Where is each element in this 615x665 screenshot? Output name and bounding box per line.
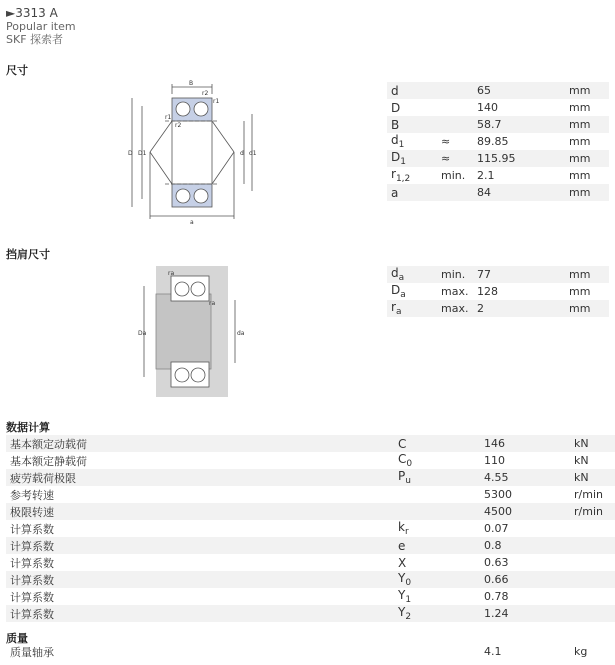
dimension-unit: mm: [569, 116, 609, 133]
calc-symbol: C: [398, 435, 484, 452]
label-D: D: [128, 150, 133, 157]
calc-row: [6, 554, 615, 571]
calc-name: 计算系数: [10, 522, 54, 536]
dimension-unit: mm: [569, 150, 609, 167]
calc-name: 极限转速: [6, 503, 398, 520]
abutment-qualifier: min.: [441, 266, 477, 283]
calc-name: 参考转速: [10, 488, 54, 502]
calc-name: 数据计算: [6, 420, 50, 434]
abutment-symbol: $r_a$: [387, 300, 441, 317]
popular-item-label[interactable]: Popular item: [6, 20, 76, 33]
dimension-symbol: B: [387, 116, 441, 133]
dimension-symbol: d: [387, 82, 441, 99]
calc-name: 计算系数: [6, 605, 398, 622]
dimension-row: [387, 99, 609, 116]
mass-table: [6, 643, 615, 660]
calc-unit: [574, 520, 615, 537]
calc-value: 1.24: [484, 605, 574, 622]
calc-value: 0.78: [484, 590, 509, 603]
skf-explorer-label[interactable]: SKF 探索者: [6, 33, 64, 46]
calc-row: [6, 520, 615, 537]
abutment-row: [387, 266, 609, 283]
calc-symbol: $Y_0$: [398, 571, 484, 588]
label-d: d: [240, 150, 244, 157]
calc-name: 基本额定静载荷: [10, 454, 87, 468]
calc-header-row: [6, 418, 615, 435]
label-ra-top: ra: [168, 270, 175, 277]
section-abutment-title: 挡肩尺寸: [6, 248, 50, 261]
dimension-value: 65: [477, 82, 569, 99]
abutment-unit: mm: [569, 266, 609, 283]
abutment-value: 77: [477, 266, 569, 283]
dimension-unit: mm: [569, 169, 591, 182]
abutment-qualifier: max.: [441, 300, 477, 317]
label-B: B: [189, 80, 194, 87]
calc-unit: kN: [574, 435, 615, 452]
calc-row: [6, 486, 615, 503]
mass-row: [6, 643, 615, 660]
dimension-row: [387, 184, 609, 201]
dimension-symbol: D: [391, 100, 401, 115]
calc-value: [484, 418, 574, 435]
calc-unit: [574, 605, 615, 622]
abutment-dimension-drawing: [134, 264, 244, 399]
dimension-value: 58.7: [477, 116, 569, 133]
dimension-qualifier: ≈: [441, 135, 451, 148]
calc-value: 5300: [484, 488, 512, 501]
calc-value: 4.55: [484, 469, 574, 486]
calc-row: [6, 435, 615, 452]
dimensions-table: [387, 82, 609, 201]
calc-value: 0.66: [484, 571, 574, 588]
calc-unit: kN: [574, 454, 589, 467]
calc-symbol: e: [398, 537, 484, 554]
calc-name: 计算系数: [6, 537, 398, 554]
dimension-unit: mm: [569, 101, 591, 114]
dimension-qualifier: [441, 99, 477, 116]
dimension-unit: mm: [569, 82, 609, 99]
dimension-qualifier: ≈: [441, 150, 477, 167]
mass-name: 质量轴承: [10, 645, 54, 659]
calc-row: [6, 503, 615, 520]
abutment-qualifier: max.: [441, 285, 469, 298]
dimension-unit: mm: [569, 135, 591, 148]
dimension-qualifier: min.: [441, 169, 466, 182]
calc-name: 计算系数: [10, 590, 54, 604]
calc-row: [6, 571, 615, 588]
calc-unit: r/min: [574, 503, 615, 520]
calc-unit: kN: [574, 469, 615, 486]
dimension-unit: mm: [569, 184, 609, 201]
calc-unit: [574, 537, 615, 554]
label-r2: r2: [202, 90, 209, 97]
mass-unit: kg: [574, 645, 588, 658]
calc-name: 疲劳载荷极限: [6, 469, 398, 486]
dimension-value: 89.85: [477, 135, 509, 148]
calc-value: 0.8: [484, 537, 574, 554]
calc-row: [6, 605, 615, 622]
dimension-symbol: $D_1$: [387, 150, 441, 167]
calc-row: [6, 452, 615, 469]
dimension-value: 115.95: [477, 150, 569, 167]
calc-name: 基本额定动载荷: [6, 435, 398, 452]
calc-symbol: $Y_2$: [398, 605, 484, 622]
dimension-symbol: $d_1$: [391, 133, 405, 150]
calc-symbol: [398, 503, 484, 520]
mass-value: 4.1: [484, 645, 502, 658]
calc-value: 146: [484, 435, 574, 452]
calc-symbol: X: [398, 555, 407, 570]
dimension-symbol: $r_{1,2}$: [391, 167, 411, 184]
calc-symbol: $k_r$: [398, 520, 409, 537]
label-d1: d1: [249, 150, 257, 157]
abutment-unit: mm: [569, 300, 609, 317]
label-r1-left: r1: [165, 114, 172, 121]
abutment-symbol: $D_a$: [391, 283, 406, 300]
dimension-value: 84: [477, 184, 569, 201]
calc-symbol: $P_u$: [398, 469, 484, 486]
label-a: a: [190, 219, 194, 226]
calc-value: 0.07: [484, 522, 509, 535]
calc-row: [6, 588, 615, 605]
calc-name: 计算系数: [6, 571, 398, 588]
abutment-value: 2: [477, 300, 569, 317]
page-header: [6, 7, 76, 46]
section-mass-title: 质量: [6, 632, 28, 645]
calc-symbol: $Y_1$: [398, 588, 412, 605]
dimension-row: [387, 150, 609, 167]
dimension-row: [387, 167, 609, 184]
abutment-row: [387, 300, 609, 317]
abutment-table: [387, 266, 609, 317]
dimension-value: 2.1: [477, 169, 495, 182]
calc-row: [6, 537, 615, 554]
dimension-qualifier: [441, 82, 477, 99]
calc-unit: r/min: [574, 488, 603, 501]
calc-unit: [574, 588, 615, 605]
label-da: da: [237, 330, 244, 337]
section-dimensions-title: 尺寸: [6, 64, 28, 77]
calc-row: [6, 469, 615, 486]
abutment-unit: mm: [569, 285, 591, 298]
label-ra-mid: ra: [209, 300, 216, 307]
dimension-row: [387, 133, 609, 150]
dimension-symbol: a: [387, 184, 441, 201]
dimension-row: [387, 116, 609, 133]
abutment-value: 128: [477, 285, 498, 298]
label-r2-left: r2: [175, 122, 182, 129]
calc-name: 计算系数: [10, 556, 54, 570]
bearing-dimension-drawing: [120, 76, 270, 228]
abutment-row: [387, 283, 609, 300]
calc-symbol: [398, 418, 484, 435]
dimension-row: [387, 82, 609, 99]
calc-symbol: $C_0$: [398, 452, 413, 469]
calc-unit: [574, 554, 615, 571]
calc-value: 110: [484, 454, 505, 467]
label-D1: D1: [138, 150, 147, 157]
dimension-qualifier: [441, 184, 477, 201]
abutment-symbol: $d_a$: [387, 266, 441, 283]
label-Da: Da: [138, 330, 147, 337]
label-r1-top: r1: [213, 98, 220, 105]
calc-value: 4500: [484, 503, 574, 520]
calculation-table: [6, 418, 615, 622]
calc-value: 0.63: [484, 556, 509, 569]
calc-unit: [574, 571, 615, 588]
product-title: ►3313 A: [6, 6, 58, 20]
dimension-value: 140: [477, 101, 498, 114]
dimension-qualifier: [441, 116, 477, 133]
calc-unit: [574, 418, 615, 435]
calc-symbol: [398, 486, 484, 503]
